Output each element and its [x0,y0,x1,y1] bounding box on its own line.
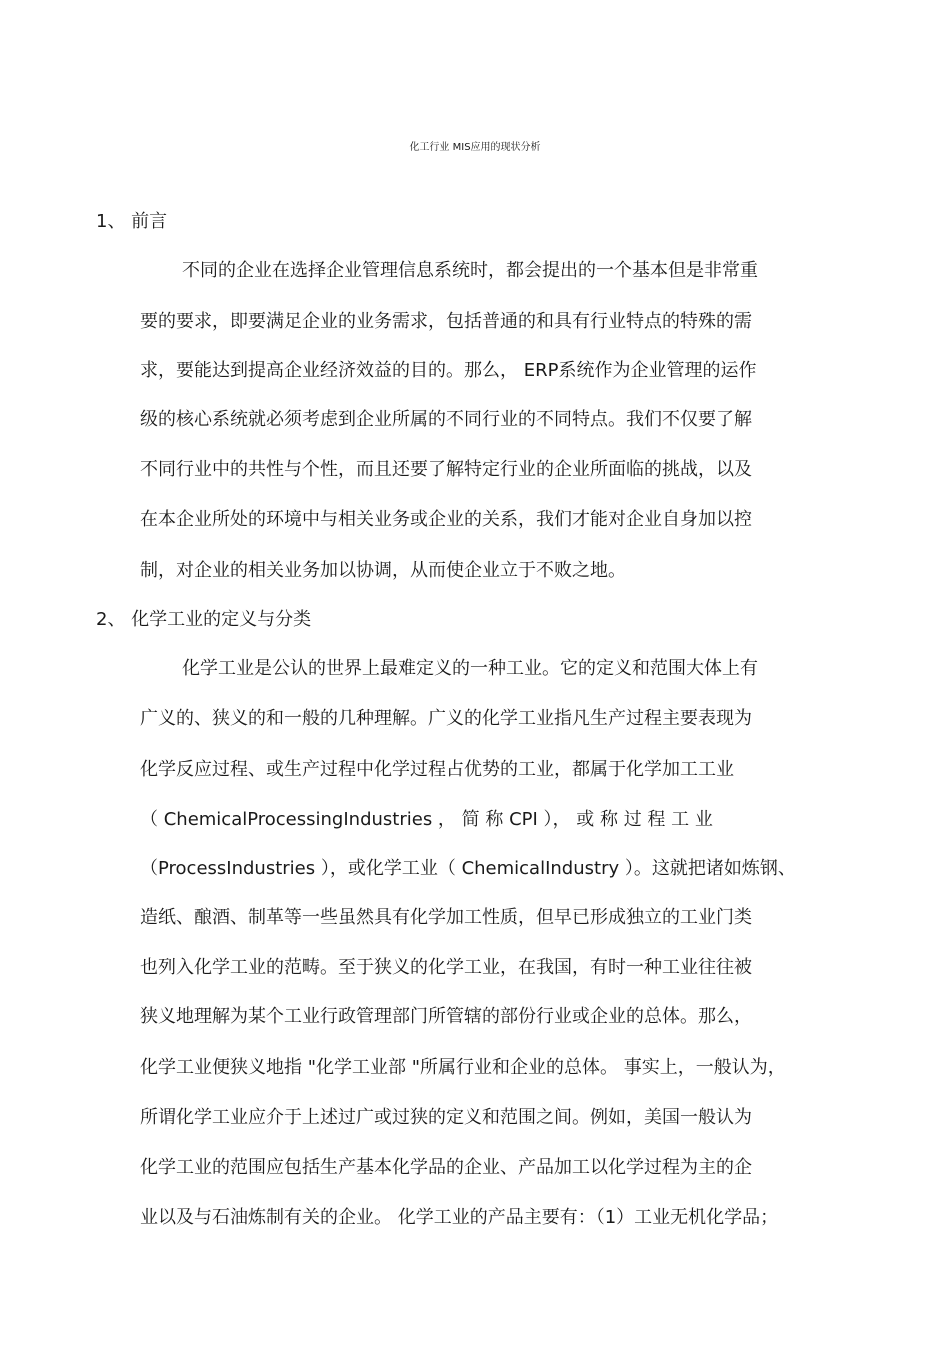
paragraph-line: 要的要求，即要满足企业的业务需求，包括普通的和具有行业特点的特殊的需 [140,311,752,332]
paragraph-line: 化学反应过程、或生产过程中化学过程占优势的工业，都属于化学加工工业 [140,759,734,780]
paragraph-line: 所谓化学工业应介于上述过广或过狭的定义和范围之间。例如，美国一般认为 [140,1107,752,1128]
paragraph-line: （ProcessIndustries ），或化学工业（ ChemicalIndustry ）。这就把诸如炼钢、 [140,858,796,879]
paragraph-line: 制，对企业的相关业务加以协调，从而使企业立于不败之地。 [140,560,626,581]
paragraph-line: 狭义地理解为某个工业行政管理部门所管辖的部份行业或企业的总体。那么， [140,1006,752,1027]
paragraph-line: 广义的、狭义的和一般的几种理解。广义的化学工业指凡生产过程主要表现为 [140,708,752,729]
paragraph-line: 化学工业便狭义地指 "化学工业部 "所属行业和企业的总体。 事实上，一般认为， [140,1057,786,1078]
paragraph-line: 不同的企业在选择企业管理信息系统时，都会提出的一个基本但是非常重 [182,260,758,281]
paragraph-line: 也列入化学工业的范畴。至于狭义的化学工业，在我国，有时一种工业往往被 [140,957,752,978]
paragraph-line: 化学工业是公认的世界上最难定义的一种工业。它的定义和范围大体上有 [182,658,758,679]
paragraph-line: 化学工业的范围应包括生产基本化学品的企业、产品加工以化学过程为主的企 [140,1157,752,1178]
paragraph-line: 业以及与石油炼制有关的企业。 化学工业的产品主要有：（1）工业无机化学品； [140,1207,779,1228]
paragraph-line: （ ChemicalProcessingIndustries ， 简 称 CPI ）， 或 称 过 程 工 业 [140,809,713,830]
section-heading-definition: 2、 化学工业的定义与分类 [96,609,312,630]
section-heading-preface: 1、 前言 [96,211,168,232]
paragraph-line: 级的核心系统就必须考虑到企业所属的不同行业的不同特点。我们不仅要了解 [140,409,752,430]
paragraph-line: 在本企业所处的环境中与相关业务或企业的关系，我们才能对企业自身加以控 [140,509,752,530]
document-title: 化工行业 MIS应用的现状分析 [409,142,541,153]
paragraph-line: 求，要能达到提高企业经济效益的目的。那么， ERP系统作为企业管理的运作 [140,360,757,381]
paragraph-line: 不同行业中的共性与个性，而且还要了解特定行业的企业所面临的挑战，以及 [140,459,752,480]
paragraph-line: 造纸、酿酒、制革等一些虽然具有化学加工性质，但早已形成独立的工业门类 [140,907,752,928]
